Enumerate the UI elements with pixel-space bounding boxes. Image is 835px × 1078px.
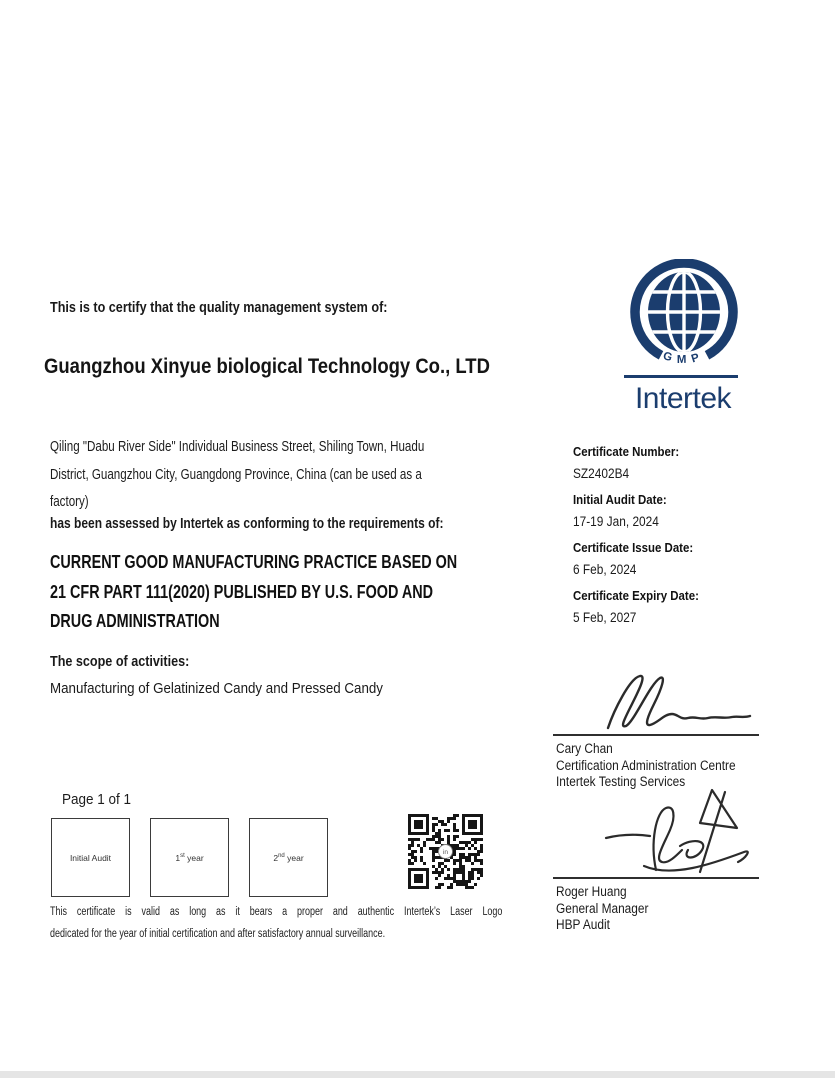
detail-label: Certificate Expiry Date:	[573, 588, 699, 603]
scope-label: The scope of activities:	[50, 653, 190, 670]
signatory-name: Cary Chan	[556, 741, 613, 756]
signatory-org: HBP Audit	[556, 917, 610, 933]
standard-line: 21 CFR PART 111(2020) PUBLISHED BY U.S. FOOD AND	[50, 581, 434, 602]
svg-text:in: in	[442, 849, 449, 856]
company-address	[50, 434, 518, 517]
detail-certificate-number	[573, 441, 716, 485]
signatory-role: General Manager	[556, 900, 649, 916]
address-line: District, Guangzhou City, Guangdong Province, China (can be used as a	[50, 466, 422, 483]
qr-code	[408, 814, 484, 890]
detail-value: SZ2402B4	[573, 466, 630, 481]
disclaimer-line: This certificate is valid as long as it bears a proper and authentic Intertek’s Laser Logo	[50, 906, 503, 918]
signatory-role: Certification Administration Centre	[556, 757, 736, 773]
detail-expiry-date	[573, 585, 716, 629]
intertek-wordmark: Intertek	[634, 382, 732, 415]
intertek-gmp-logo	[625, 259, 743, 371]
signature-line	[553, 877, 759, 879]
detail-issue-date	[573, 537, 716, 581]
scope-value: Manufacturing of Gelatinized Candy and Pressed Candy	[50, 681, 383, 697]
gmp-badge-text: GMP	[661, 350, 707, 367]
audit-box-label: Initial Audit	[69, 852, 112, 863]
svg-text:GMP	[661, 350, 706, 366]
audit-box-first-year	[150, 818, 229, 897]
detail-value: 17-19 Jan, 2024	[573, 514, 659, 529]
standard-title	[50, 548, 559, 637]
signatory-1	[556, 741, 760, 791]
detail-label: Certificate Number:	[573, 444, 680, 459]
standard-line: DRUG ADMINISTRATION	[50, 611, 220, 631]
signatory-org: Intertek Testing Services	[556, 774, 686, 790]
audit-box-initial	[51, 818, 130, 897]
signature-roger-huang	[592, 786, 777, 876]
company-name: Guangzhou Xinyue biological Technology Co., LTD	[44, 355, 490, 378]
detail-value: 5 Feb, 2027	[573, 610, 637, 625]
address-line: Qiling "Dabu River Side" Individual Business Street, Shiling Town, Huadu	[50, 439, 425, 455]
audit-box-label: 2nd year	[273, 852, 304, 863]
signatory-2	[556, 884, 661, 934]
standard-line: CURRENT GOOD MANUFACTURING PRACTICE BASED ON	[50, 552, 458, 572]
detail-initial-audit-date	[573, 489, 716, 533]
disclaimer	[50, 902, 503, 945]
signatory-name: Roger Huang	[556, 884, 627, 899]
disclaimer-line: dedicated for the year of initial certification and after satisfactory annual surveillance.	[50, 927, 386, 940]
logo-divider	[624, 375, 738, 378]
audit-box-second-year	[249, 818, 328, 897]
assessed-line: has been assessed by Intertek as conforming to the requirements of:	[50, 515, 444, 532]
globe-grid	[647, 271, 721, 353]
signature-line	[553, 734, 759, 736]
certify-line: This is to certify that the quality management system of:	[50, 299, 388, 316]
signature-cary-chan	[600, 670, 770, 732]
page-bottom-edge	[0, 1071, 835, 1078]
detail-label: Initial Audit Date:	[573, 492, 667, 507]
detail-label: Certificate Issue Date:	[573, 540, 694, 555]
address-line: factory)	[50, 494, 89, 510]
page-indicator: Page 1 of 1	[62, 791, 132, 808]
detail-value: 6 Feb, 2024	[573, 562, 637, 577]
audit-box-label: 1st year	[175, 852, 204, 863]
certificate-details	[573, 441, 716, 633]
